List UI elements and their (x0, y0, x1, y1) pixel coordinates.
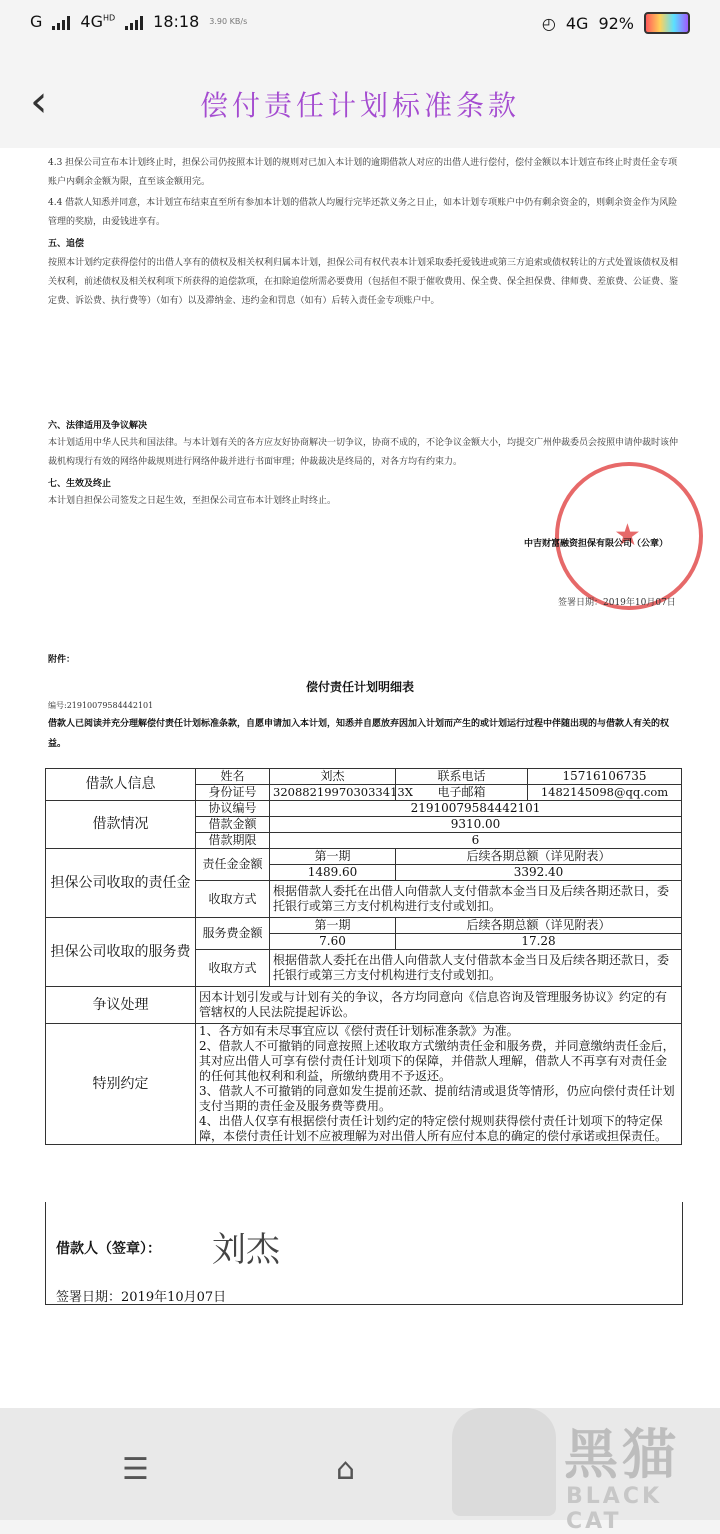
borrower-sign-date: 签署日期：2019年10月07日 (56, 1290, 227, 1305)
clause-4-3: 4.3 担保公司宣布本计划终止时，担保公司仍按照本计划的规则对已加入本计划的逾期借款人对应的出借人进行偿付，偿付金额以本计划宣布终止时责任金专项账户内剩余金额为限，直至该金额用完。 (48, 158, 678, 187)
table-row (46, 987, 682, 1024)
home-icon[interactable]: ⌂ (336, 1452, 356, 1487)
table-row (46, 1024, 682, 1145)
appendix-intro: 借款人已阅读并充分理解偿付责任计划标准条款，自愿申请加入本计划，知悉并自愿放弃因加入计划而产生的或计划运行过程中伴随出现的与借款人有关的权益。 (48, 719, 670, 749)
email-value: 1482145098@qq.com (528, 785, 682, 801)
network-right-label: 4G (565, 13, 589, 33)
status-left (30, 12, 247, 31)
company-name: 中吉财富融资担保有限公司（公章） (524, 539, 669, 549)
status-right (542, 12, 690, 34)
service-method-label: 收取方式 (196, 950, 270, 987)
special-label: 特别约定 (46, 1024, 196, 1145)
section-5-heading: 五、追偿 (48, 239, 85, 249)
liability-later-value: 3392.40 (396, 865, 682, 881)
network-speed: 3.90 KB/s (209, 17, 248, 26)
borrower-signature: 刘杰 (212, 1230, 280, 1270)
section-5-text: 按照本计划约定获得偿付的出借人享有的债权及相关权利归属本计划，担保公司有权代表本计划采取委托爱钱进或第三方追索或债权转让的方式处置该债权及相关权利，前述债权及相关权利项下所获得的追偿款项，在扣除追偿所需必要费用（包括但不限于催收费用、保全费、保全担保费、律师费、差旅费、公证费、鉴定费、诉讼费、执行费等）（如有）以及滞纳金、违约金和罚息（如有）后转入责任金专项账户中。 (48, 258, 679, 306)
star-icon: ★ (614, 518, 641, 553)
watermark-en: BLACK CAT (566, 1484, 663, 1534)
appendix-title: 偿付责任计划明细表 (305, 680, 414, 694)
agreement-label: 协议编号 (196, 801, 270, 817)
special-term-2: 2、借款人不可撤销的同意按照上述收取方式缴纳责任金和服务费，并同意缴纳责任金后，其对应出借人可享有偿付责任计划项下的保障，并借款人理解，借款人不再享有对责任金的任何其他权利和利益，所缴纳费用不予返还。 (199, 1039, 675, 1083)
service-first-period-label: 第一期 (270, 918, 396, 934)
battery-percent: 92% (598, 13, 634, 33)
table-row (46, 801, 682, 817)
liability-amount-label: 责任金金额 (196, 849, 270, 881)
watermark-cn: 黑猫 (564, 1423, 680, 1486)
borrower-signature-block (45, 1202, 683, 1305)
service-first-value: 7.60 (270, 934, 396, 950)
borrower-info-label: 借款人信息 (46, 769, 196, 801)
special-term-4: 4、出借人仅享有根据偿付责任计划约定的特定偿付规则获得偿付责任计划项下的特定保障，本偿付责任计划不应被理解为对出借人所有应付本息的确定的偿付承诺或担保责任。 (199, 1114, 668, 1143)
clause-4-4: 4.4 借款人知悉并同意，本计划宣布结束直至所有参加本计划的借款人均履行完毕还款义务之日止，如本计划专项账户中仍有剩余资金的，则剩余资金作为风险管理的奖励，由爱钱进享有。 (48, 198, 678, 227)
table-row (46, 918, 682, 934)
serial-number: 编号:21910079584442101 (48, 701, 154, 710)
table-row (46, 849, 682, 865)
special-term-1: 1、各方如有未尽事宜应以《偿付责任计划标准条款》为准。 (199, 1024, 519, 1038)
service-later-value: 17.28 (396, 934, 682, 950)
service-later-periods-label: 后续各期总额（详见附表） (396, 918, 682, 934)
detail-table (45, 768, 682, 1145)
section-6-text: 本计划适用中华人民共和国法律。与本计划有关的各方应友好协商解决一切争议，协商不成的，不论争议金额大小，均提交广州仲裁委员会按照申请仲裁时该仲裁机构现行有效的网络仲裁规则进行网络仲裁并进行书面审理；仲裁裁决是终局的，对各方均有约束力。 (48, 438, 679, 467)
section-7-heading: 七、生效及终止 (48, 479, 112, 489)
cat-logo-icon (452, 1408, 556, 1516)
carrier-label: G (30, 12, 43, 31)
later-periods-label: 后续各期总额（详见附表） (396, 849, 682, 865)
id-label: 身份证号 (196, 785, 270, 801)
chevron-left-icon: ‹ (30, 76, 48, 127)
id-value: 320882199703033413X (270, 785, 396, 801)
special-term-3: 3、借款人不可撤销的同意如发生提前还款、提前结清或退货等情形，仍应向偿付责任计划支付当期的责任金及服务费等费用。 (199, 1084, 675, 1113)
email-label: 电子邮箱 (396, 785, 528, 801)
guarantee-fee-label: 担保公司收取的责任金 (46, 849, 196, 918)
section-6-heading: 六、法律适用及争议解决 (48, 421, 148, 431)
battery-icon (644, 12, 690, 34)
term-label: 借款期限 (196, 833, 270, 849)
special-terms (196, 1024, 682, 1145)
black-cat-watermark (452, 1402, 720, 1534)
agreement-value: 21910079584442101 (270, 801, 682, 817)
signal-icon (52, 14, 70, 30)
liability-first-value: 1489.60 (270, 865, 396, 881)
dispute-label: 争议处理 (46, 987, 196, 1024)
menu-icon[interactable]: ☰ (122, 1452, 149, 1487)
method-text: 根据借款人委托在出借人向借款人支付借款本金当日及后续各期还款日，委托银行或第三方支付机构进行支付或划扣。 (270, 881, 682, 918)
phone-value: 15716106735 (528, 769, 682, 785)
name-label: 姓名 (196, 769, 270, 785)
service-fee-label: 担保公司收取的服务费 (46, 918, 196, 987)
dispute-text: 因本计划引发或与计划有关的争议，各方均同意向《信息咨询及管理服务协议》约定的有管辖权的人民法院提起诉讼。 (196, 987, 682, 1024)
table-row (46, 769, 682, 785)
method-label: 收取方式 (196, 881, 270, 918)
service-amount-label: 服务费金额 (196, 918, 270, 950)
status-bar (0, 0, 720, 56)
appendix-label: 附件： (48, 655, 76, 665)
alarm-icon: ◴ (541, 13, 556, 33)
signal-icon-2 (125, 14, 143, 30)
network-label: $4G^{HD}$ (80, 12, 116, 31)
company-sign-date: 签署日期：2019年10月07日 (558, 598, 676, 608)
time: 18:18 (153, 12, 200, 31)
loan-info-label: 借款情况 (46, 801, 196, 849)
name-value: 刘杰 (270, 769, 396, 785)
page-title: 偿付责任计划标准条款 (199, 89, 520, 122)
phone-label: 联系电话 (396, 769, 528, 785)
term-value: 6 (270, 833, 682, 849)
service-method-text: 根据借款人委托在出借人向借款人支付借款本金当日及后续各期还款日，委托银行或第三方支付机构进行支付或划扣。 (270, 950, 682, 987)
title-bar (0, 56, 720, 148)
amount-label: 借款金额 (196, 817, 270, 833)
amount-value: 9310.00 (270, 817, 682, 833)
section-7-text: 本计划自担保公司签发之日起生效，至担保公司宣布本计划终止时终止。 (48, 496, 337, 506)
first-period-label: 第一期 (270, 849, 396, 865)
borrower-sign-label: 借款人（签章）： (56, 1241, 161, 1257)
